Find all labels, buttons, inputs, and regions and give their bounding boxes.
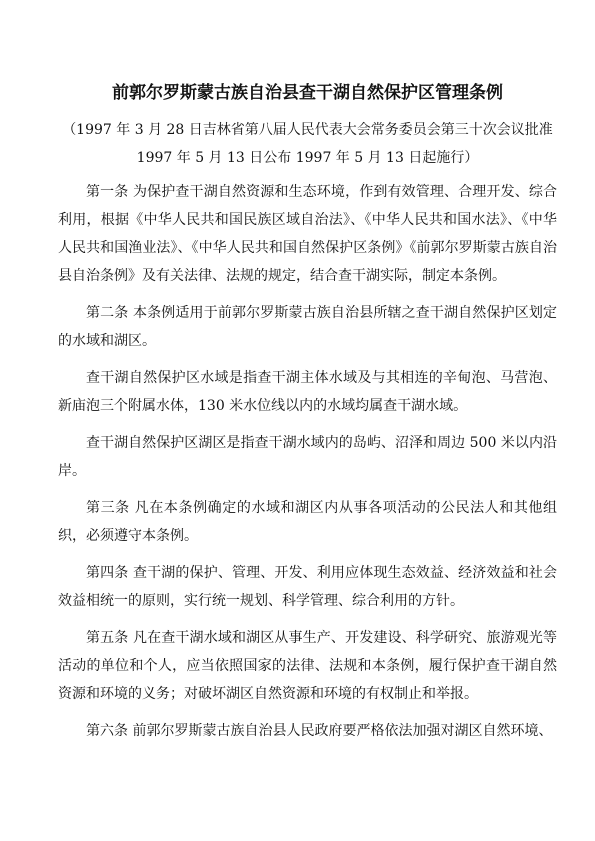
article-4-paragraph: 第四条 查干湖的保护、管理、开发、利用应体现生态效益、经济效益和社会效益相统一的原则，实行统一规划、科学管理、综合利用的方针。 <box>58 565 557 609</box>
article-5-paragraph: 第五条 凡在查干湖水域和湖区从事生产、开发建设、科学研究、旅游观光等活动的单位和个人，应当依照国家的法律、法规和本条例，履行保护查干湖自然资源和环境的义务；对破坏湖区自然资源和环境的有权制止和举报。 <box>58 630 557 702</box>
water-area-definition-paragraph: 查干湖自然保护区水域是指查干湖主体水域及与其相连的辛甸泡、马营泡、新庙泡三个附属水体，130 米水位线以内的水域均属查干湖水域。 <box>58 370 557 414</box>
document-title: 前郭尔罗斯蒙古族自治县查干湖自然保护区管理条例 <box>112 83 503 103</box>
article-1-paragraph: 第一条 为保护查干湖自然资源和生态环境，作到有效管理、合理开发、综合利用，根据《中华人民共和国民族区域自治法》、《中华人民共和国水法》、《中华人民共和国渔业法》、《中华人民共和国自然保护区条例》《前郭尔罗斯蒙古族自治县自治条例》及有关法律、法规的规定，结合查干湖实际，制定本条例。 <box>58 184 557 284</box>
document-subtitle <box>58 116 557 172</box>
document-body <box>58 178 557 745</box>
article-3-paragraph: 第三条 凡在本条例确定的水域和湖区内从事各项活动的公民法人和其他组织，必须遵守本条例。 <box>58 500 557 544</box>
lake-area-definition-paragraph: 查干湖自然保护区湖区是指查干湖水域内的岛屿、沼泽和周边 500 米以内沿岸。 <box>58 435 557 479</box>
subtitle-line-promulgation: 1997 年 5 月 13 日公布 1997 年 5 月 13 日起施行） <box>136 150 479 166</box>
article-6-paragraph: 第六条 前郭尔罗斯蒙古族自治县人民政府要严格依法加强对湖区自然环境、 <box>86 723 553 739</box>
article-2-paragraph: 第二条 本条例适用于前郭尔罗斯蒙古族自治县所辖之查干湖自然保护区划定的水域和湖区。 <box>58 305 557 349</box>
subtitle-line-approval: （1997 年 3 月 28 日吉林省第八届人民代表大会常务委员会第三十次会议批准 <box>62 122 553 138</box>
